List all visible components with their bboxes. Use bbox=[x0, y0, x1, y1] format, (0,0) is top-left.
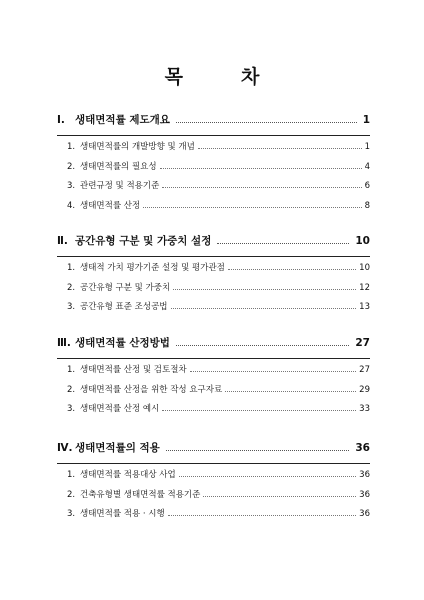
item-title: 생태면적률의 개발방향 및 개념 bbox=[80, 142, 195, 152]
section-page: 36 bbox=[355, 442, 370, 454]
section-rule bbox=[57, 358, 370, 359]
dot-leader bbox=[168, 509, 356, 516]
dot-leader bbox=[176, 114, 357, 123]
item-page: 36 bbox=[359, 470, 370, 480]
item-title: 생태면적률 산정 예시 bbox=[80, 404, 160, 414]
toc-section-2 bbox=[0, 233, 424, 320]
item-title: 생태면적률 산정 및 검토절차 bbox=[80, 365, 187, 375]
dot-leader bbox=[166, 442, 350, 451]
dot-leader bbox=[162, 181, 361, 188]
item-title: 공간유형 구분 및 가중치 bbox=[80, 282, 171, 293]
section-number: Ⅱ. bbox=[57, 235, 68, 247]
section-title: 공간유형 구분 및 가중치 설정 bbox=[75, 235, 212, 247]
dot-leader bbox=[217, 235, 349, 244]
toc-item[interactable] bbox=[0, 488, 424, 508]
item-page: 29 bbox=[359, 384, 370, 395]
item-page: 36 bbox=[359, 489, 370, 500]
dot-leader bbox=[160, 162, 362, 169]
section-rule bbox=[57, 135, 370, 136]
item-title: 건축유형별 생태면적률 적용기준 bbox=[80, 489, 201, 500]
section-page: 27 bbox=[355, 337, 370, 349]
section-page: 10 bbox=[355, 235, 370, 247]
item-number: 4. bbox=[67, 200, 76, 211]
dot-leader bbox=[190, 365, 357, 372]
item-number: 2. bbox=[67, 489, 76, 500]
item-page: 4 bbox=[364, 161, 370, 172]
item-title: 생태적 가치 평가기준 설정 및 평가관점 bbox=[80, 263, 225, 273]
dot-leader bbox=[225, 385, 356, 392]
section-title: 생태면적률 산정방법 bbox=[75, 337, 170, 349]
toc-item[interactable] bbox=[0, 281, 424, 301]
item-page: 12 bbox=[359, 282, 370, 293]
title-char-2: 차 bbox=[241, 66, 260, 88]
section-number: Ⅰ. bbox=[57, 114, 65, 126]
item-page: 10 bbox=[359, 263, 370, 273]
toc-item[interactable] bbox=[0, 468, 424, 488]
section-heading[interactable] bbox=[0, 335, 424, 353]
item-number: 3. bbox=[67, 181, 76, 191]
item-number: 1. bbox=[67, 470, 76, 480]
section-rule bbox=[57, 463, 370, 464]
title-char-1: 목 bbox=[164, 66, 183, 88]
section-number: Ⅲ. bbox=[57, 337, 71, 349]
page-title bbox=[0, 62, 424, 89]
item-page: 36 bbox=[359, 509, 370, 519]
dot-leader bbox=[176, 337, 349, 346]
section-title: 생태면적률의 적용 bbox=[75, 442, 160, 454]
item-number: 3. bbox=[67, 404, 76, 414]
dot-leader bbox=[171, 302, 357, 309]
item-number: 2. bbox=[67, 161, 76, 172]
item-number: 2. bbox=[67, 384, 76, 395]
item-page: 8 bbox=[364, 200, 370, 211]
item-number: 3. bbox=[67, 509, 76, 519]
dot-leader bbox=[162, 404, 356, 411]
item-page: 33 bbox=[359, 404, 370, 414]
item-number: 1. bbox=[67, 142, 76, 152]
toc-item[interactable] bbox=[0, 261, 424, 281]
item-title: 생태면적률 적용대상 사업 bbox=[80, 470, 176, 480]
item-number: 1. bbox=[67, 365, 76, 375]
toc-section-1 bbox=[0, 112, 424, 218]
dot-leader bbox=[173, 283, 356, 290]
item-title: 생태면적률 산정을 위한 작성 요구자료 bbox=[80, 384, 223, 395]
toc-section-3 bbox=[0, 335, 424, 422]
section-title: 생태면적률 제도개요 bbox=[75, 114, 170, 126]
dot-leader bbox=[203, 490, 356, 497]
toc-item[interactable] bbox=[0, 160, 424, 180]
toc-item[interactable] bbox=[0, 300, 424, 320]
section-heading[interactable] bbox=[0, 112, 424, 130]
item-page: 1 bbox=[364, 142, 370, 152]
dot-leader bbox=[198, 142, 362, 149]
dot-leader bbox=[179, 470, 356, 477]
toc-item[interactable] bbox=[0, 383, 424, 403]
section-number: Ⅳ. bbox=[57, 442, 73, 454]
toc-item[interactable] bbox=[0, 140, 424, 160]
section-page: 1 bbox=[362, 114, 370, 126]
item-page: 6 bbox=[364, 181, 370, 191]
toc-item[interactable] bbox=[0, 199, 424, 219]
item-page: 13 bbox=[359, 302, 370, 312]
section-heading[interactable] bbox=[0, 233, 424, 251]
dot-leader bbox=[228, 263, 356, 270]
item-title: 생태면적률의 필요성 bbox=[80, 161, 157, 172]
toc-item[interactable] bbox=[0, 507, 424, 527]
toc-item[interactable] bbox=[0, 179, 424, 199]
item-title: 관련규정 및 적용기준 bbox=[80, 181, 160, 191]
item-title: 생태면적률 산정 bbox=[80, 200, 141, 211]
item-number: 2. bbox=[67, 282, 76, 293]
item-page: 27 bbox=[359, 365, 370, 375]
dot-leader bbox=[143, 201, 361, 208]
toc-item[interactable] bbox=[0, 363, 424, 383]
item-number: 1. bbox=[67, 263, 76, 273]
toc-item[interactable] bbox=[0, 402, 424, 422]
item-title: 생태면적률 적용 · 시행 bbox=[80, 509, 165, 519]
item-number: 3. bbox=[67, 302, 76, 312]
toc-section-4 bbox=[0, 440, 424, 527]
section-rule bbox=[57, 256, 370, 257]
section-heading[interactable] bbox=[0, 440, 424, 458]
item-title: 공간유형 표준 조성공법 bbox=[80, 302, 168, 312]
